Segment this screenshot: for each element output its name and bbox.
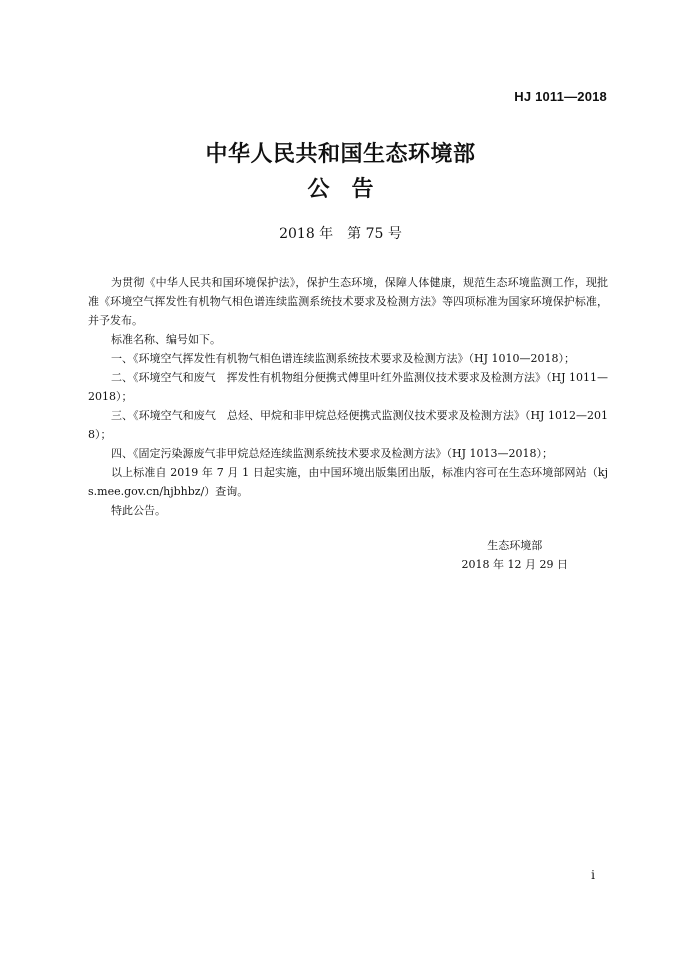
document-subtitle: 公告 [307,176,396,202]
notice-number: 2018 年 第 75 号 [279,226,402,242]
paragraph-closing: 特此公告。 [111,504,166,517]
paragraph-item-2: 二、《环境空气和废气 挥发性有机物组分便携式傅里叶红外监测仪技术要求及检测方法》（HJ 1011—2018）； [88,371,608,403]
document-title: 中华人民共和国生态环境部 [205,141,476,167]
paragraph-list-intro: 标准名称、编号如下。 [111,333,221,346]
issue-date: 2018 年 12 月 29 日 [461,558,568,571]
paragraph-item-1: 一、《环境空气挥发性有机物气相色谱连续监测系统技术要求及检测方法》（HJ 1010—2018）； [111,352,575,365]
paragraph-implementation: 以上标准自 2019 年 7 月 1 日起实施，由中国环境出版集团出版，标准内容可在生态环境部网站（kjs.mee.gov.cn/hjbhbz/）查询。 [88,466,608,498]
notice-body [88,273,608,520]
paragraph-item-3: 三、《环境空气和废气 总烃、甲烷和非甲烷总烃便携式监测仪技术要求及检测方法》（HJ 1012—2018）； [88,409,608,441]
paragraph-item-4: 四、《固定污染源废气非甲烷总烃连续监测系统技术要求及检测方法》（HJ 1013—2018）； [111,447,553,460]
page-number: i [591,868,595,882]
paragraph-intro: 为贯彻《中华人民共和国环境保护法》，保护生态环境，保障人体健康，规范生态环境监测工作，现批准《环境空气挥发性有机物气相色谱连续监测系统技术要求及检测方法》等四项标准为国家环境保护标准，并予发布。 [88,276,608,327]
signature-block [462,536,568,574]
standard-code: HJ 1011—2018 [514,89,607,104]
issuer: 生态环境部 [487,539,543,552]
